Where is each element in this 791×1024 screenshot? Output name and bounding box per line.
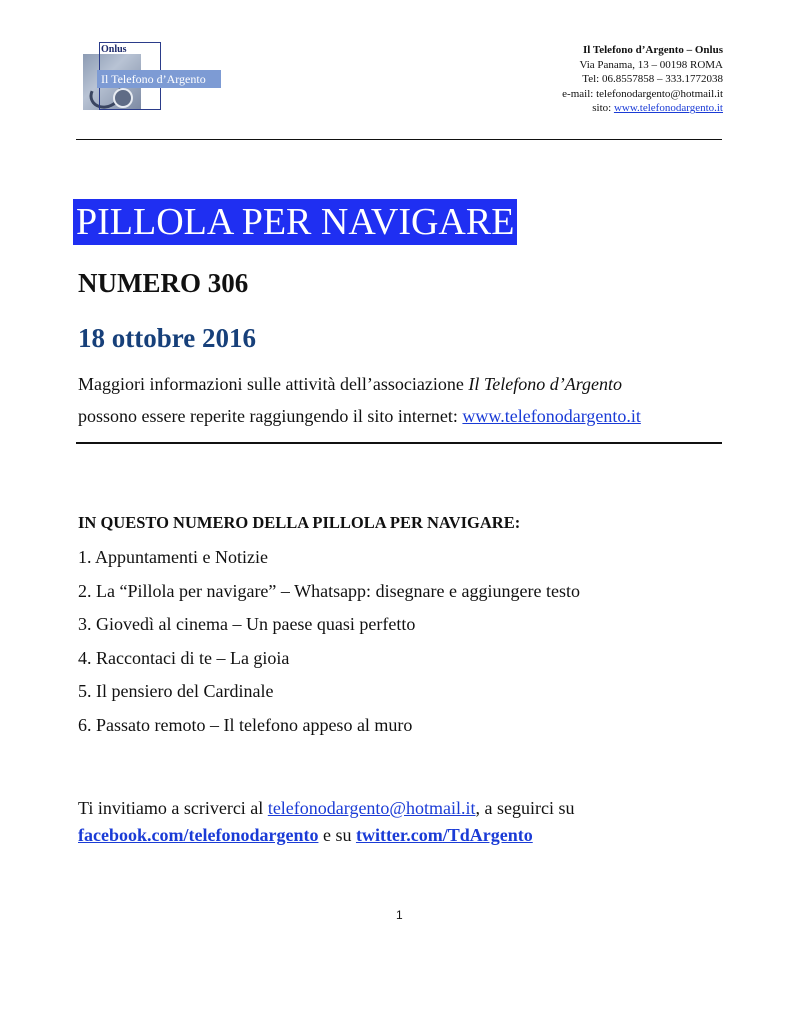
info-line-1-text: Maggiori informazioni sulle attività dell’associazione — [78, 374, 469, 394]
facebook-link[interactable]: facebook.com/telefonodargento — [78, 825, 319, 845]
letterhead — [562, 43, 723, 116]
invite-line-1 — [78, 797, 575, 819]
twitter-link[interactable]: twitter.com/TdArgento — [355, 825, 533, 845]
invite-and: e su — [318, 825, 356, 845]
page-title — [73, 199, 517, 245]
toc-item: 5. Il pensiero del Cardinale — [78, 681, 274, 701]
logo-onlus-text: Onlus — [101, 44, 127, 55]
logo-band-text: Il Telefono d’Argento — [97, 70, 221, 88]
page-title-text: PILLOLA PER NAVIGARE — [76, 201, 515, 243]
letterhead-phone: Tel: 06.8557858 – 333.1772038 — [582, 73, 723, 86]
toc-item: 2. La “Pillola per navigare” – Whatsapp: disegnare e aggiungere testo — [78, 581, 580, 601]
toc-item: 1. Appuntamenti e Notizie — [78, 547, 268, 567]
association-name: Il Telefono d’Argento — [468, 374, 623, 394]
info-line-2-text: possono essere reperite raggiungendo il sito internet: — [78, 406, 463, 426]
toc-item: 6. Passato remoto – Il telefono appeso al muro — [78, 715, 413, 735]
letterhead-email: e-mail: telefonodargento@hotmail.it — [562, 87, 723, 100]
toc-item: 3. Giovedì al cinema – Un paese quasi perfetto — [78, 614, 416, 634]
info-line-2 — [78, 405, 641, 427]
letterhead-site — [562, 101, 723, 116]
invite-line-2 — [78, 824, 533, 846]
letterhead-site-label: sito: — [592, 102, 614, 115]
invite-middle: , a seguirci su — [475, 798, 575, 818]
issue-number: NUMERO 306 — [78, 268, 249, 298]
website-link[interactable]: www.telefonodargento.it — [462, 406, 641, 426]
page-number: 1 — [396, 908, 403, 922]
email-link[interactable]: telefonodargento@hotmail.it — [267, 798, 476, 818]
letterhead-name: Il Telefono d’Argento – Onlus — [583, 44, 723, 56]
info-line-1 — [78, 373, 622, 395]
toc-heading: IN QUESTO NUMERO DELLA PILLOLA PER NAVIGARE: — [78, 513, 521, 532]
issue-date: 18 ottobre 2016 — [78, 323, 256, 353]
organization-logo — [79, 42, 224, 114]
section-divider — [76, 442, 722, 444]
letterhead-site-link[interactable]: www.telefonodargento.it — [613, 102, 723, 115]
header-divider — [76, 139, 722, 140]
toc-item: 4. Raccontaci di te – La gioia — [78, 648, 290, 668]
letterhead-address: Via Panama, 13 – 00198 ROMA — [579, 58, 723, 71]
invite-prefix: Ti invitiamo a scriverci al — [78, 798, 268, 818]
